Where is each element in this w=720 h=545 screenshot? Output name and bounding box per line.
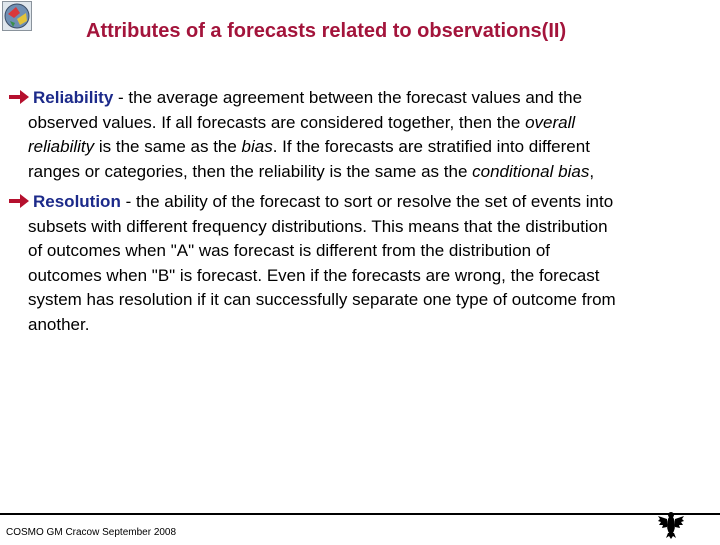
footer-text: COSMO GM Cracow September 2008 [6,527,177,538]
term-reliability: Reliability [33,88,114,107]
item-line [8,313,720,338]
definition-text: subsets with different frequency distributions. This means that the distribution [28,216,608,236]
definition-text: is the same as the [94,137,242,156]
definition-text: . If the forecasts are stratified into different [272,137,590,156]
item-line [8,160,720,185]
federal-eagle-icon [656,510,686,540]
item-line [8,86,720,111]
term-resolution: Resolution [33,192,121,211]
definition-text: of outcomes when "A" was forecast is different from the distribution of [28,241,551,260]
definition-text: observed values. If all forecasts are considered together, then the [28,112,526,132]
page-title: Attributes of a forecasts related to observations(II) [86,20,567,42]
item-line [8,215,720,240]
definition-text: system has resolution if it can successfully separate one type of outcome from [28,290,616,309]
item-line [8,135,720,160]
emphasis-text: bias [241,137,273,156]
arrow-right-icon [8,193,30,209]
item-line [8,190,720,215]
arrow-right-icon [8,89,30,105]
item-line [8,111,720,136]
item-line [8,288,720,313]
item-line [8,239,720,264]
definition-text: another. [28,314,90,334]
cosmo-logo-icon [2,1,32,31]
list-item-reliability [8,86,720,184]
definition-text: ranges or categories, then the reliability is the same as the [28,161,473,181]
list-item-resolution [8,190,720,337]
definition-text: - the ability of the forecast to sort or resolve the set of events into [120,192,614,211]
footer-divider [0,513,720,515]
item-line [8,264,720,289]
definition-text: , [589,161,595,181]
emphasis-text: overall [525,112,576,132]
emphasis-text: reliability [28,137,95,156]
emphasis-text: conditional bias [472,161,590,181]
definition-text: - the average agreement between the forecast values and the [113,88,583,107]
definition-text: outcomes when "B" is forecast. Even if the forecasts are wrong, the forecast [28,265,600,285]
